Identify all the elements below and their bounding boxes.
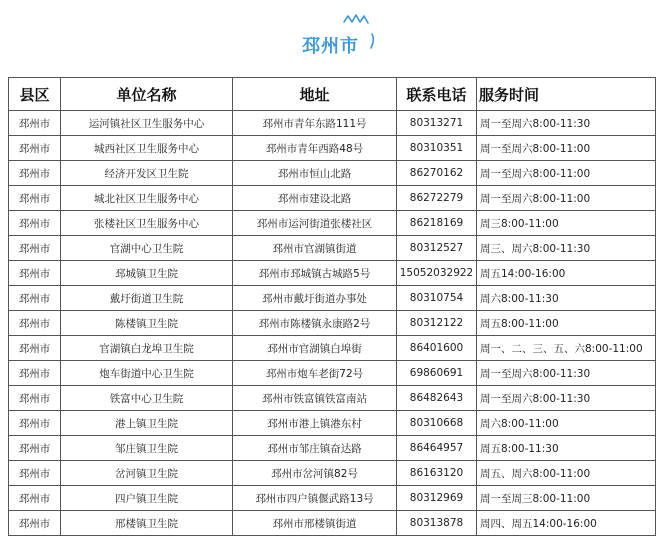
cell-unit: 官湖中心卫生院	[61, 236, 233, 261]
header-address: 地址	[233, 78, 397, 111]
cell-unit: 四户镇卫生院	[61, 486, 233, 511]
table-row	[9, 136, 656, 161]
cell-address: 邳州市陈楼镇永康路2号	[233, 311, 397, 336]
cell-address: 邳州市四户镇偃武路13号	[233, 486, 397, 511]
cell-service: 周一至周六8:00-11:30	[477, 386, 656, 411]
cell-unit: 运河镇社区卫生服务中心	[61, 111, 233, 136]
cell-service: 周六8:00-11:00	[477, 411, 656, 436]
cell-service: 周五8:00-11:00	[477, 311, 656, 336]
title-area	[0, 0, 661, 74]
cell-county: 邳州市	[9, 186, 61, 211]
table-row	[9, 261, 656, 286]
cell-service: 周五、周六8:00-11:00	[477, 461, 656, 486]
cell-phone: 86401600	[397, 336, 477, 361]
cell-phone: 80313271	[397, 111, 477, 136]
table-row	[9, 336, 656, 361]
cell-service: 周一、二、三、五、六8:00-11:00	[477, 336, 656, 361]
cell-unit: 港上镇卫生院	[61, 411, 233, 436]
cell-phone: 69860691	[397, 361, 477, 386]
cell-county: 邳州市	[9, 361, 61, 386]
table-row	[9, 111, 656, 136]
cell-county: 邳州市	[9, 236, 61, 261]
cell-service: 周六8:00-11:30	[477, 286, 656, 311]
cell-address: 邳州市青年东路111号	[233, 111, 397, 136]
cell-phone: 86270162	[397, 161, 477, 186]
cell-service: 周一至周六8:00-11:30	[477, 111, 656, 136]
cell-phone: 80313878	[397, 511, 477, 536]
cell-unit: 戴圩街道卫生院	[61, 286, 233, 311]
table-row	[9, 461, 656, 486]
table-row	[9, 161, 656, 186]
cell-county: 邳州市	[9, 136, 61, 161]
cell-unit: 岔河镇卫生院	[61, 461, 233, 486]
header-unit: 单位名称	[61, 78, 233, 111]
cell-service: 周一至周六8:00-11:00	[477, 136, 656, 161]
cell-service: 周三、周六8:00-11:30	[477, 236, 656, 261]
cell-service: 周五14:00-16:00	[477, 261, 656, 286]
cell-phone: 86482643	[397, 386, 477, 411]
cell-unit: 官湖镇白龙埠卫生院	[61, 336, 233, 361]
cell-address: 邳州市建设北路	[233, 186, 397, 211]
table-row	[9, 236, 656, 261]
cell-address: 邳州市青年西路48号	[233, 136, 397, 161]
cell-county: 邳州市	[9, 311, 61, 336]
cell-phone: 80312527	[397, 236, 477, 261]
cell-county: 邳州市	[9, 411, 61, 436]
cell-county: 邳州市	[9, 461, 61, 486]
cell-address: 邳州市恒山北路	[233, 161, 397, 186]
header-county: 县区	[9, 78, 61, 111]
cell-phone: 15052032922	[397, 261, 477, 286]
cell-unit: 邢楼镇卫生院	[61, 511, 233, 536]
cell-address: 邳州市官湖镇街道	[233, 236, 397, 261]
cell-phone: 80312122	[397, 311, 477, 336]
cell-phone: 80310668	[397, 411, 477, 436]
table-header	[9, 78, 656, 111]
cell-address: 邳州市港上镇港东村	[233, 411, 397, 436]
cell-county: 邳州市	[9, 161, 61, 186]
cell-phone: 86464957	[397, 436, 477, 461]
header-row	[9, 78, 656, 111]
cell-county: 邳州市	[9, 286, 61, 311]
cell-unit: 炮车街道中心卫生院	[61, 361, 233, 386]
cell-county: 邳州市	[9, 111, 61, 136]
cell-phone: 86218169	[397, 211, 477, 236]
cell-phone: 80310754	[397, 286, 477, 311]
cell-address: 邳州市戴圩街道办事处	[233, 286, 397, 311]
table-row	[9, 211, 656, 236]
cell-service: 周四、周五14:00-16:00	[477, 511, 656, 536]
table-row	[9, 386, 656, 411]
header-service: 服务时间	[477, 78, 656, 111]
cell-address: 邳州市岔河镇82号	[233, 461, 397, 486]
cell-unit: 张楼社区卫生服务中心	[61, 211, 233, 236]
table-row	[9, 436, 656, 461]
cell-address: 邳州市运河街道张楼社区	[233, 211, 397, 236]
cell-county: 邳州市	[9, 211, 61, 236]
cell-unit: 城西社区卫生服务中心	[61, 136, 233, 161]
cell-service: 周一至周三8:00-11:00	[477, 486, 656, 511]
table-row	[9, 186, 656, 211]
cell-unit: 城北社区卫生服务中心	[61, 186, 233, 211]
cell-address: 邳州市邹庄镇奋达路	[233, 436, 397, 461]
cell-phone: 86272279	[397, 186, 477, 211]
table-body	[9, 111, 656, 536]
cell-unit: 邳城镇卫生院	[61, 261, 233, 286]
cell-unit: 陈楼镇卫生院	[61, 311, 233, 336]
table-row	[9, 486, 656, 511]
table-row	[9, 311, 656, 336]
cell-service: 周三8:00-11:00	[477, 211, 656, 236]
cell-service: 周五8:00-11:30	[477, 436, 656, 461]
cell-address: 邳州市邳城镇古城路5号	[233, 261, 397, 286]
cell-county: 邳州市	[9, 436, 61, 461]
table-row	[9, 361, 656, 386]
cell-county: 邳州市	[9, 486, 61, 511]
header-phone: 联系电话	[397, 78, 477, 111]
cell-phone: 80310351	[397, 136, 477, 161]
cell-county: 邳州市	[9, 511, 61, 536]
page-title: 邳州市	[302, 36, 359, 57]
cell-address: 邳州市邢楼镇街道	[233, 511, 397, 536]
cell-unit: 铁富中心卫生院	[61, 386, 233, 411]
table-row	[9, 511, 656, 536]
cell-address: 邳州市铁富镇铁富南站	[233, 386, 397, 411]
cell-county: 邳州市	[9, 386, 61, 411]
cell-service: 周一至周六8:00-11:30	[477, 361, 656, 386]
cell-unit: 经济开发区卫生院	[61, 161, 233, 186]
table-row	[9, 411, 656, 436]
cell-address: 邳州市官湖镇白埠街	[233, 336, 397, 361]
cell-county: 邳州市	[9, 336, 61, 361]
cell-unit: 邹庄镇卫生院	[61, 436, 233, 461]
units-table	[8, 77, 656, 536]
cell-service: 周一至周六8:00-11:00	[477, 161, 656, 186]
cell-phone: 86163120	[397, 461, 477, 486]
cell-phone: 80312969	[397, 486, 477, 511]
cell-service: 周一至周六8:00-11:00	[477, 186, 656, 211]
cell-address: 邳州市炮车老街72号	[233, 361, 397, 386]
cell-county: 邳州市	[9, 261, 61, 286]
table-row	[9, 286, 656, 311]
